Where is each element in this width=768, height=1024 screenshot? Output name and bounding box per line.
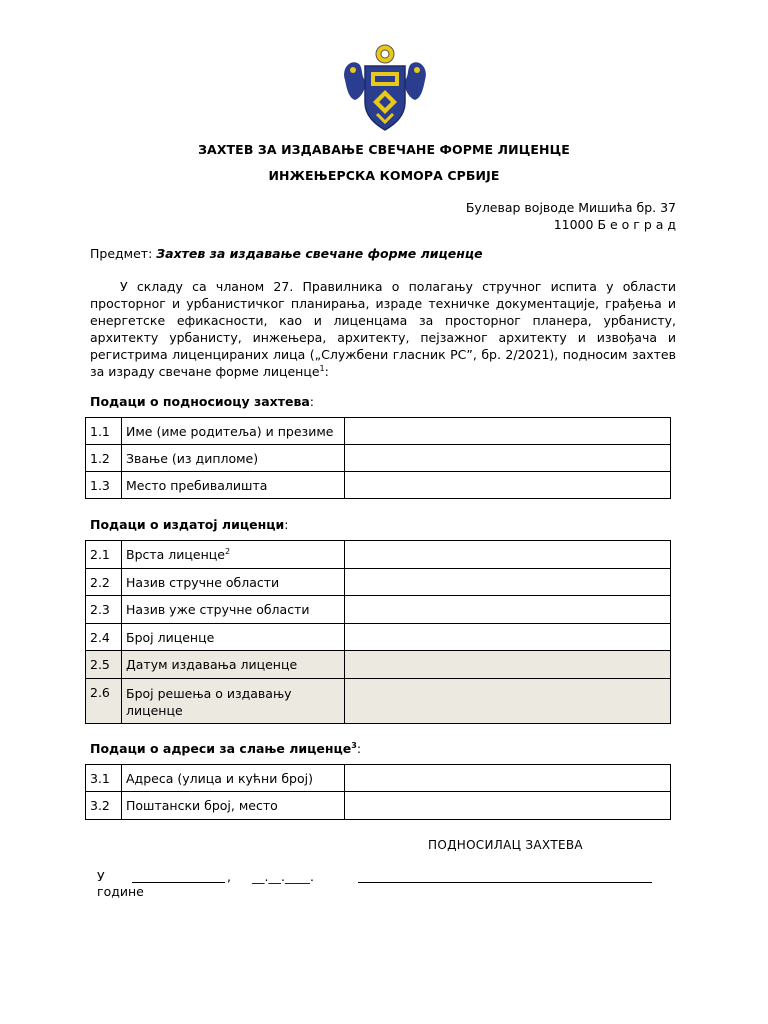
delivery-address-section-title: Подаци о адреси за слање лиценце$^3$: — [90, 740, 362, 756]
footnote-3-marker: 3 — [351, 740, 357, 750]
row-label: Име (име родитеља) и презиме — [122, 418, 345, 445]
request-body-paragraph: У складу са чланом 27. Правилника о полагању стручног испита у области просторног и урбанистичког планирања, израде техничке документације, грађења и енергетске ефикасности, као и лиценцама за просторног планера, урбанисту, архитекту урбанисту, инжењера, архитекту, пејзажног архитекту и извођача и регистрима лиценцираних лица („Службени гласник РС”, бр. 2/2021), подносим захтев за израду свечане форме лиценце$^1$: — [90, 279, 676, 379]
license-number-field[interactable] — [345, 624, 671, 651]
chamber-coat-of-arms-logo — [337, 40, 433, 136]
applicant-table — [85, 417, 671, 499]
address-line-1: Булевар војводе Мишића бр. 37 — [465, 200, 676, 215]
row-number: 1.1 — [86, 418, 122, 445]
table-row — [86, 445, 671, 472]
postal-code-city-field[interactable] — [345, 792, 671, 820]
row-number: 2.2 — [86, 569, 122, 596]
address-line-2: 11000 Б е о г р а д — [553, 217, 676, 232]
table-row — [86, 765, 671, 792]
organization-name: ИНЖЕЊЕРСКА КОМОРА СРБИЈЕ — [268, 168, 500, 183]
row-number: 2.4 — [86, 624, 122, 651]
row-number: 2.6 — [86, 679, 122, 724]
table-row — [86, 792, 671, 820]
row-label: Врста лиценце$^2$ — [122, 541, 345, 569]
applicant-section-title: Подаци о подносиоцу захтева: — [90, 394, 315, 409]
applicant-signature-label: ПОДНОСИЛАЦ ЗАХТЕВА — [428, 838, 583, 852]
row-label: Датум издавања лиценце — [122, 651, 345, 679]
year-word: године — [97, 884, 144, 899]
row-number: 1.3 — [86, 472, 122, 499]
license-section-title: Подаци о издатој лиценци: — [90, 517, 289, 532]
table-row — [86, 418, 671, 445]
street-address-field[interactable] — [345, 765, 671, 792]
row-label: Адреса (улица и кућни број) — [122, 765, 345, 792]
applicant-title-field[interactable] — [345, 445, 671, 472]
document-title: ЗАХТЕВ ЗА ИЗДАВАЊЕ СВЕЧАНЕ ФОРМЕ ЛИЦЕНЦЕ — [198, 142, 570, 157]
row-number: 2.1 — [86, 541, 122, 569]
place-prefix: У — [97, 869, 105, 884]
table-row — [86, 651, 671, 679]
row-label: Поштански број, место — [122, 792, 345, 820]
row-number: 3.1 — [86, 765, 122, 792]
row-number: 3.2 — [86, 792, 122, 820]
table-row — [86, 541, 671, 569]
subject-line — [90, 246, 483, 261]
professional-field-field[interactable] — [345, 569, 671, 596]
license-type-field[interactable] — [345, 541, 671, 569]
delivery-address-table — [85, 764, 671, 820]
place-blank-line[interactable] — [132, 882, 225, 883]
row-label: Број лиценце — [122, 624, 345, 651]
table-row — [86, 596, 671, 624]
row-label: Назив уже стручне области — [122, 596, 345, 624]
license-decision-number-field[interactable] — [345, 679, 671, 724]
place-comma: , — [227, 869, 231, 884]
footnote-2-marker: 2 — [224, 546, 231, 556]
footnote-1-marker: 1 — [319, 363, 325, 373]
table-row — [86, 472, 671, 499]
body-text: У складу са чланом 27. Правилника о полагању стручног испита у области просторног и урбанистичког планирања, израде техничке документације, грађења и енергетске ефикасности, као и лиценцама за просторног планера, урбанисту, архитекту урбанисту, инжењера, архитекту, пејзажног архитекту и извођача и регистрима лиценцираних лица („Службени гласник РС”, бр. 2/2021), подносим захтев за израду свечане форме лиценце — [90, 279, 676, 379]
row-number: 1.2 — [86, 445, 122, 472]
row-number: 2.5 — [86, 651, 122, 679]
row-number: 2.3 — [86, 596, 122, 624]
row-label: Назив стручне области — [122, 569, 345, 596]
subject-label: Предмет: — [90, 246, 153, 261]
applicant-residence-field[interactable] — [345, 472, 671, 499]
subject-text: Захтев за издавање свечане форме лиценце — [156, 246, 483, 261]
signature-blank-line[interactable] — [358, 882, 652, 883]
row-label: Место пребивалишта — [122, 472, 345, 499]
table-row — [86, 679, 671, 724]
license-issue-date-field[interactable] — [345, 651, 671, 679]
narrow-professional-field-field[interactable] — [345, 596, 671, 624]
applicant-name-field[interactable] — [345, 418, 671, 445]
row-label: Звање (из дипломе) — [122, 445, 345, 472]
table-row — [86, 624, 671, 651]
license-table — [85, 540, 671, 724]
date-blank[interactable]: __.__.____. — [252, 869, 314, 884]
table-row — [86, 569, 671, 596]
row-label: Број решења о издавању лиценце — [122, 679, 345, 724]
